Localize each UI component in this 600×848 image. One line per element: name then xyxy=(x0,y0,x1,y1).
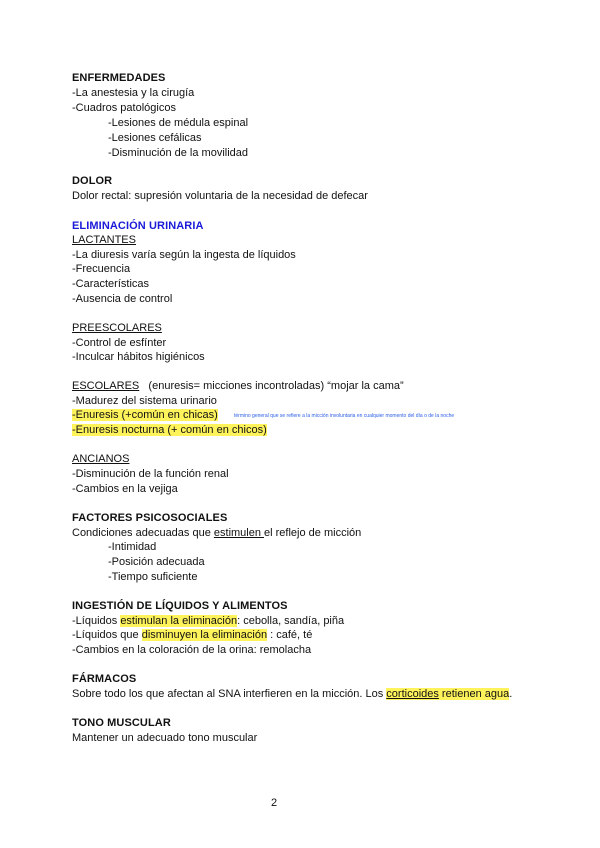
heading-factores-psicosociales: FACTORES PSICOSOCIALES xyxy=(72,512,228,524)
text-line: -Madurez del sistema urinario xyxy=(72,395,217,407)
text-fragment: : cebolla, sandía, piña xyxy=(237,615,345,627)
heading-eliminacion-urinaria: ELIMINACIÓN URINARIA xyxy=(72,220,204,232)
text-line xyxy=(72,629,312,641)
text-line: -Cambios en la coloración de la orina: remolacha xyxy=(72,644,312,656)
text-line xyxy=(72,615,344,627)
text-line: -Cuadros patológicos xyxy=(72,102,176,114)
text-line: Dolor rectal: supresión voluntaria de la necesidad de defecar xyxy=(72,190,368,202)
subheading-ancianos: ANCIANOS xyxy=(72,453,130,465)
highlight-underlined-text: corticoides xyxy=(386,688,439,700)
subheading-lactantes: LACTANTES xyxy=(72,234,136,246)
text-line: -Tiempo suficiente xyxy=(108,571,198,583)
text-fragment: : café, té xyxy=(267,629,313,641)
subheading-escolares: ESCOLARES xyxy=(72,380,140,392)
highlight-text: disminuyen la eliminación xyxy=(141,629,268,641)
text-fragment: el reflejo de micción xyxy=(264,527,362,539)
text-line: -Características xyxy=(72,278,150,290)
highlighted-line xyxy=(72,424,267,436)
text-line: -Frecuencia xyxy=(72,263,131,275)
text-fragment: Sobre todo los que afectan al SNA interfieren en la micción. Los xyxy=(72,688,387,700)
heading-enfermedades: ENFERMEDADES xyxy=(72,72,166,84)
text-line: -Disminución de la movilidad xyxy=(108,147,249,159)
text-line: -Ausencia de control xyxy=(72,293,173,305)
text-line: -La diuresis varía según la ingesta de líquidos xyxy=(72,249,296,261)
text-fragment: . xyxy=(509,688,513,700)
text-line xyxy=(72,688,512,700)
highlight-text: retienen agua xyxy=(438,688,510,700)
highlight-enuresis: -Enuresis (+común en chicas) xyxy=(72,409,218,421)
subheading-preescolares: PREESCOLARES xyxy=(72,322,162,334)
heading-dolor: DOLOR xyxy=(72,175,113,187)
text-line: -La anestesia y la cirugía xyxy=(72,87,195,99)
escolares-note: (enuresis= micciones incontroladas) “mojar la cama” xyxy=(148,380,404,392)
text-line: -Inculcar hábitos higiénicos xyxy=(72,351,205,363)
text-line: Mantener un adecuado tono muscular xyxy=(72,732,258,744)
text-line xyxy=(72,527,361,539)
text-line: -Lesiones cefálicas xyxy=(108,132,202,144)
highlight-enuresis-nocturna: -Enuresis nocturna (+ común en chicos) xyxy=(72,424,267,436)
text-line: -Disminución de la función renal xyxy=(72,468,229,480)
text-fragment: Condiciones adecuadas que xyxy=(72,527,214,539)
annotation-note: término general que se refiere a la micción involuntaria en cualquier momento del día o de la noche xyxy=(234,413,455,419)
heading-tono-muscular: TONO MUSCULAR xyxy=(72,717,171,729)
text-line: -Control de esfínter xyxy=(72,337,167,349)
text-line: -Posición adecuada xyxy=(108,556,205,568)
page-number: 2 xyxy=(271,797,278,809)
highlight-text: estimulan la eliminación xyxy=(120,615,238,627)
text-fragment: -Líquidos que xyxy=(72,629,142,641)
highlighted-line xyxy=(72,409,218,421)
escolares-line xyxy=(72,380,404,392)
underlined-text: estimulen xyxy=(213,527,265,539)
text-fragment: -Líquidos xyxy=(72,615,121,627)
heading-farmacos: FÁRMACOS xyxy=(72,673,137,685)
text-line: -Lesiones de médula espinal xyxy=(108,117,249,129)
heading-ingestion: INGESTIÓN DE LÍQUIDOS Y ALIMENTOS xyxy=(72,600,288,612)
text-line: -Intimidad xyxy=(108,541,157,553)
text-line: -Cambios en la vejiga xyxy=(72,483,178,495)
